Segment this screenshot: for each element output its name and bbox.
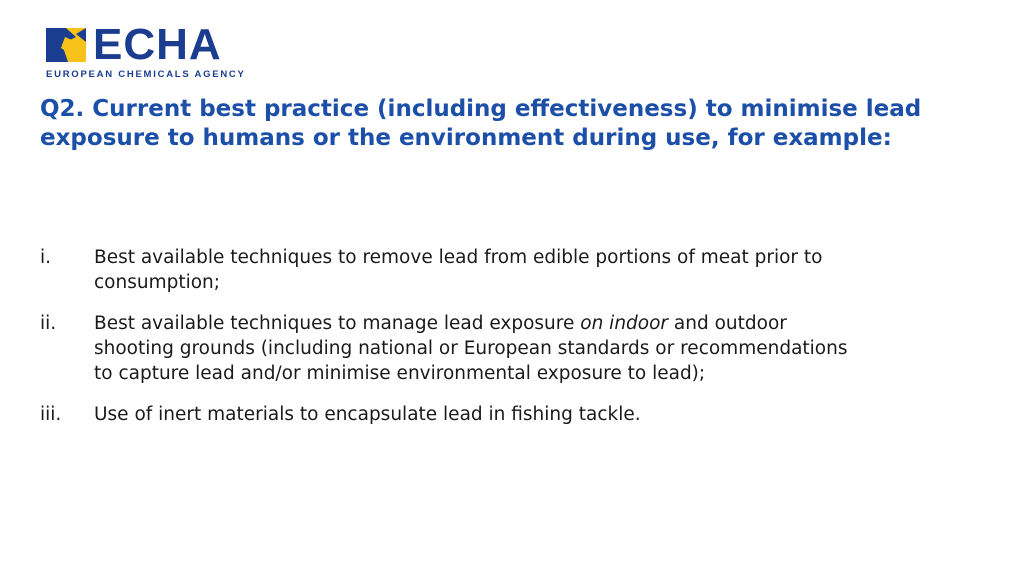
echa-logo xyxy=(46,20,261,82)
list-item-text: Best available techniques to manage lead exposure xyxy=(94,313,581,334)
list-item-number: iii. xyxy=(40,404,62,425)
list-item-text: Use of inert materials to encapsulate lead in fishing tackle. xyxy=(94,404,641,425)
list-item-italic-text: on indoor xyxy=(580,313,669,334)
list-item-number: i. xyxy=(40,247,52,268)
logo-subtitle: EUROPEAN CHEMICALS AGENCY xyxy=(46,69,246,80)
page-title: Q2. Current best practice (including effectiveness) to minimise lead exposure to humans or the environment during use, for example: xyxy=(40,96,922,151)
example-list xyxy=(40,245,860,443)
list-item-number: ii. xyxy=(40,313,57,334)
list-item xyxy=(40,402,860,427)
list-item-text: Best available techniques to remove lead from edible portions of meat prior to consumption; xyxy=(94,247,823,293)
list-item-text-continued: and outdoor shooting grounds (including national or European standards or recommendations to capture lead and/or minimise environmental exposure to lead); xyxy=(94,313,848,384)
logo-wordmark: ECHA xyxy=(93,20,222,69)
list-item xyxy=(40,311,860,386)
list-item xyxy=(40,245,860,295)
echa-star-icon xyxy=(46,28,86,62)
